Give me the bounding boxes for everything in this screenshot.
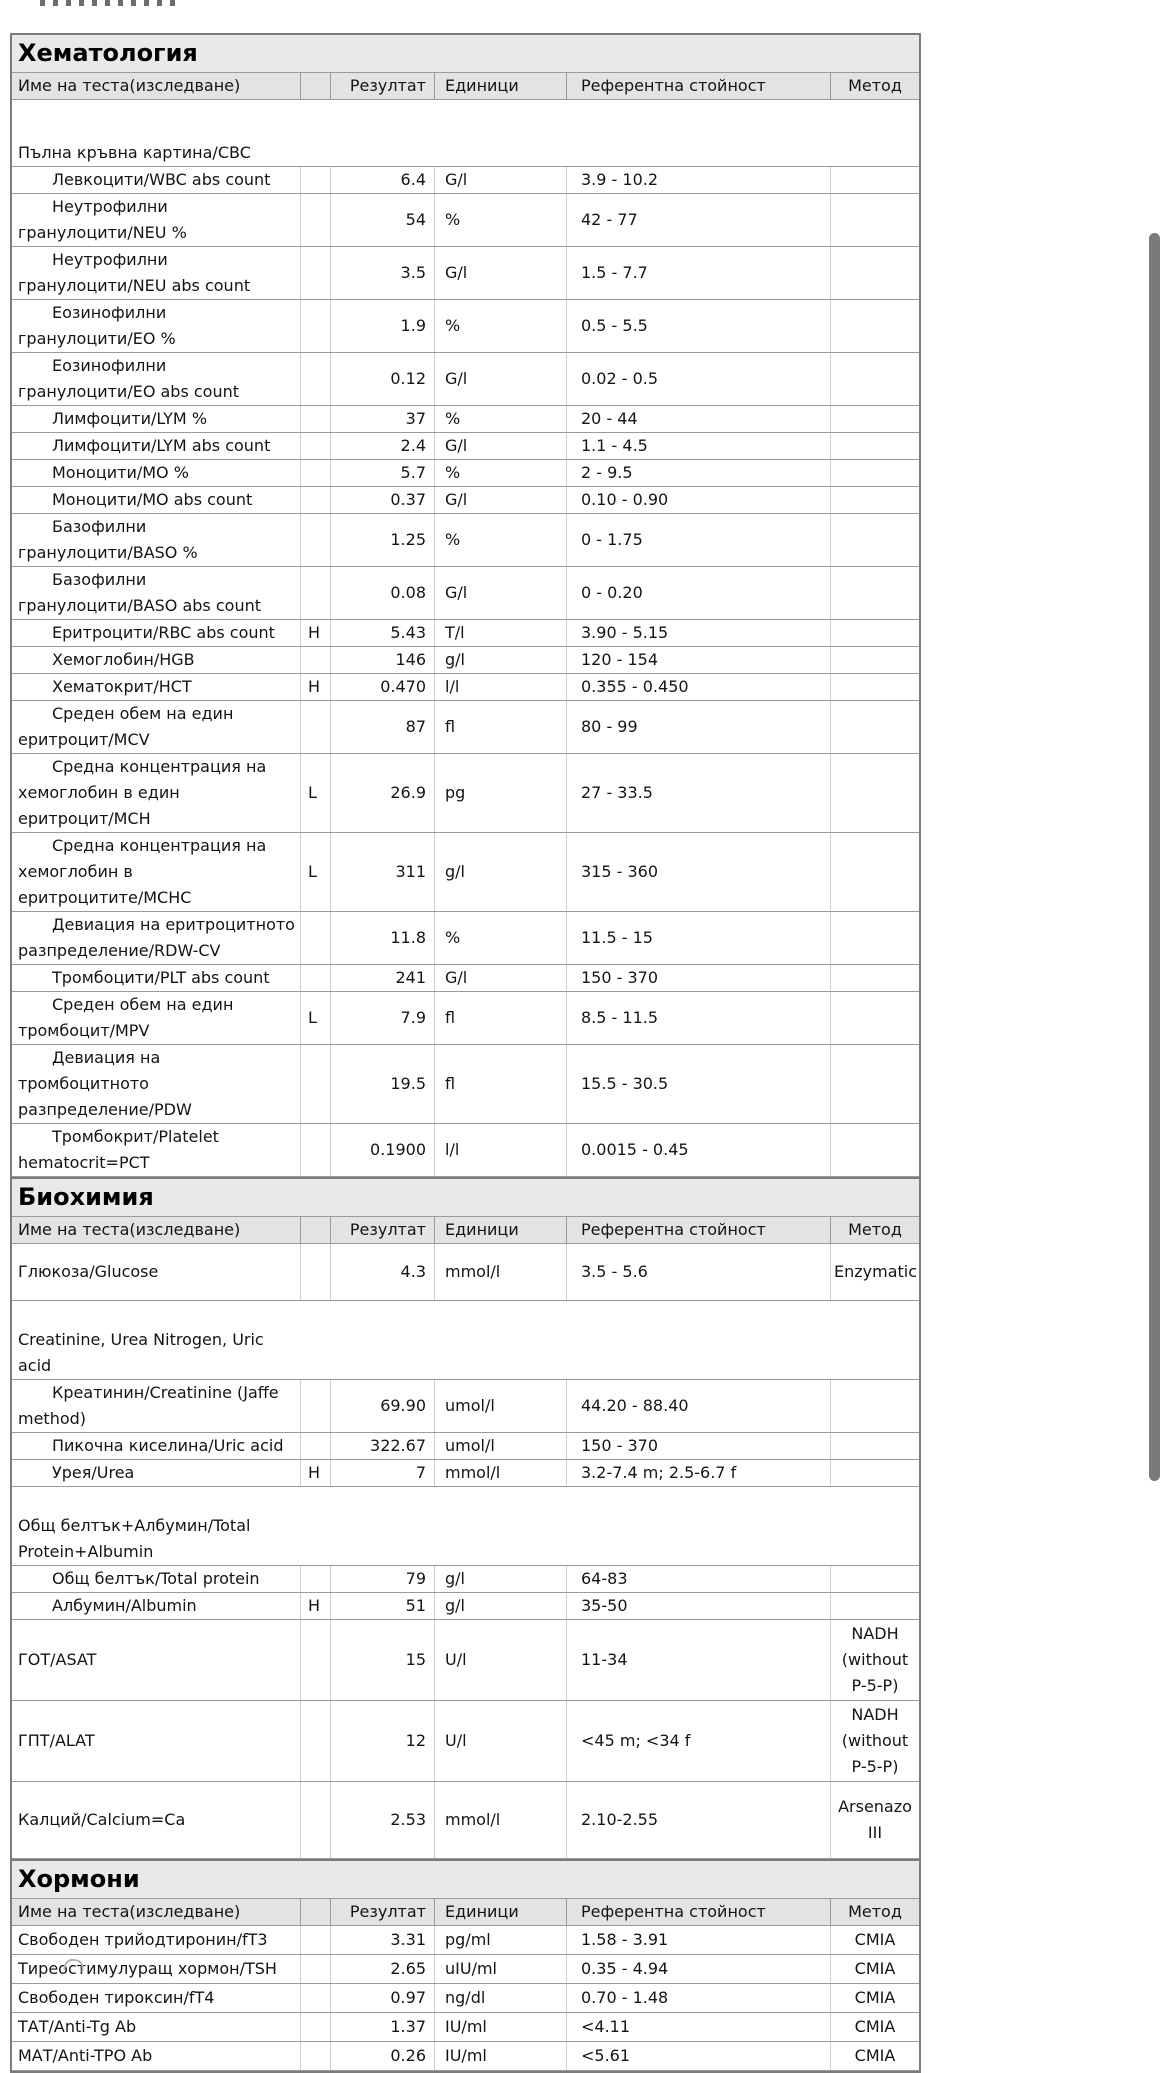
units-cell: uIU/ml [434,1955,566,1983]
flag-cell [300,167,330,193]
reference-range-cell: 150 - 370 [566,965,830,991]
table-row [12,1926,919,1955]
column-header-reference: Референтна стойност [566,1899,830,1925]
flag-cell [300,1701,330,1781]
method-cell [830,647,919,673]
table-row [12,620,919,647]
method-cell [830,194,919,246]
report-section [12,1859,919,2071]
section-rows [12,1926,919,2071]
test-name-cell: Среден обем на един тромбоцит/MPV [18,995,234,1040]
flag-cell [300,247,330,299]
test-name-cell: Свободен трийодтиронин/fT3 [18,1930,268,1949]
test-name-cell: Еозинофилни гранулоцити/EO % [18,303,176,348]
reference-range-cell: <4.11 [566,2013,830,2041]
method-cell [830,487,919,513]
result-cell: 11.8 [330,912,434,964]
test-name-cell: Урея/Urea [52,1463,135,1482]
result-cell: 3.31 [330,1926,434,1954]
column-header-row [12,1217,919,1244]
reference-range-cell: 0.70 - 1.48 [566,1984,830,2012]
method-cell [830,754,919,832]
result-cell: 3.5 [330,247,434,299]
units-cell: % [434,194,566,246]
units-cell: T/l [434,620,566,646]
table-row [12,1433,919,1460]
table-row [12,1487,919,1566]
method-cell: NADH (without P-5-P) [830,1701,919,1781]
units-cell: G/l [434,433,566,459]
units-cell: G/l [434,247,566,299]
reference-range-cell: 2 - 9.5 [566,460,830,486]
test-name-cell: Пикочна киселина/Uric acid [52,1436,284,1455]
result-cell: 37 [330,406,434,432]
reference-range-cell: 20 - 44 [566,406,830,432]
reference-range-cell: <45 m; <34 f [566,1701,830,1781]
reference-range-cell: 3.2-7.4 m; 2.5-6.7 f [566,1460,830,1486]
reference-range-cell: 0.5 - 5.5 [566,300,830,352]
result-cell: 4.3 [330,1244,434,1300]
result-cell: 0.08 [330,567,434,619]
method-cell: CMIA [830,1955,919,1983]
test-name-cell: Еритроцити/RBC abs count [52,623,275,642]
table-row [12,1045,919,1124]
table-row [12,2013,919,2042]
table-row [12,1620,919,1701]
section-title: Биохимия [12,1179,919,1217]
result-cell: 0.1900 [330,1124,434,1176]
reference-range-cell: 44.20 - 88.40 [566,1380,830,1432]
test-name-cell: Средна концентрация на хемоглобин в еритроцитите/MCHC [18,836,267,907]
flag-cell [300,912,330,964]
reference-range-cell: 0.0015 - 0.45 [566,1124,830,1176]
units-cell: IU/ml [434,2042,566,2070]
result-cell: 322.67 [330,1433,434,1459]
test-name-cell: Еозинофилни гранулоцити/EO abs count [18,356,240,401]
reference-range-cell: 0.35 - 4.94 [566,1955,830,1983]
flag-cell [300,1984,330,2012]
test-name-cell: Тиреостимулуращ хормон/TSH [18,1959,277,1978]
table-row [12,1566,919,1593]
reference-range-cell: 1.5 - 7.7 [566,247,830,299]
method-cell [830,1566,919,1592]
column-header-row [12,1899,919,1926]
reference-range-cell: 27 - 33.5 [566,754,830,832]
reference-range-cell: 0 - 1.75 [566,514,830,566]
report [10,33,921,2073]
result-cell: 69.90 [330,1380,434,1432]
method-cell [830,674,919,700]
units-cell: mmol/l [434,1244,566,1300]
test-name-cell: Пълна кръвна картина/CBC [18,143,251,162]
test-name-cell: Базофилни гранулоцити/BASO abs count [18,570,261,615]
column-header-units: Единици [434,73,566,99]
column-header-method: Метод [830,1217,919,1243]
units-cell: ng/dl [434,1984,566,2012]
units-cell: fl [434,701,566,753]
result-cell: 0.470 [330,674,434,700]
method-cell [830,992,919,1044]
section-rows [12,100,919,1177]
test-name-cell: Девиация на тромбоцитното разпределение/PDW [18,1048,192,1119]
method-cell [830,833,919,911]
reference-range-cell: 15.5 - 30.5 [566,1045,830,1123]
test-name-cell: Лимфоцити/LYM % [52,409,208,428]
flag-cell [300,701,330,753]
table-row [12,992,919,1045]
reference-range-cell: 0 - 0.20 [566,567,830,619]
method-cell [830,167,919,193]
result-cell: 311 [330,833,434,911]
method-cell [830,514,919,566]
method-cell [830,353,919,405]
test-name-cell: Общ белтък/Total protein [52,1569,260,1588]
units-cell: % [434,300,566,352]
table-row [12,912,919,965]
method-cell [830,1593,919,1619]
units-cell: g/l [434,1593,566,1619]
table-row [12,1124,919,1177]
reference-range-cell: 3.9 - 10.2 [566,167,830,193]
column-header-result: Резултат [330,1217,434,1243]
flag-cell: H [300,674,330,700]
table-row [12,1301,919,1380]
column-header-result: Резултат [330,73,434,99]
column-header-row [12,73,919,100]
method-cell [830,1433,919,1459]
reference-range-cell: 150 - 370 [566,1433,830,1459]
flag-cell: H [300,620,330,646]
method-cell [830,965,919,991]
test-name-cell: Калций/Calcium=Ca [18,1810,186,1829]
reference-range-cell: 2.10-2.55 [566,1782,830,1858]
table-row [12,433,919,460]
table-row [12,1955,919,1984]
table-row [12,353,919,406]
result-cell: 0.97 [330,1984,434,2012]
test-name-cell: ГОТ/ASAT [18,1650,97,1669]
flag-cell [300,1566,330,1592]
test-name-cell: Неутрофилни гранулоцити/NEU abs count [18,250,251,295]
reference-range-cell: 0.355 - 0.450 [566,674,830,700]
reference-range-cell: 1.1 - 4.5 [566,433,830,459]
units-cell: l/l [434,674,566,700]
units-cell: G/l [434,167,566,193]
flag-cell [300,567,330,619]
flag-cell [300,194,330,246]
units-cell: mmol/l [434,1460,566,1486]
units-cell: % [434,514,566,566]
result-cell: 12 [330,1701,434,1781]
table-row [12,1701,919,1782]
reference-range-cell: 0.10 - 0.90 [566,487,830,513]
method-cell [830,300,919,352]
test-name-cell: Свободен тироксин/fT4 [18,1988,215,2007]
table-row [12,247,919,300]
reference-range-cell: 8.5 - 11.5 [566,992,830,1044]
units-cell: umol/l [434,1433,566,1459]
test-name-cell: Лимфоцити/LYM abs count [52,436,271,455]
test-name-cell: Моноцити/MO abs count [52,490,253,509]
column-header-name: Име на теста(изследване) [18,76,241,95]
column-header-name: Име на теста(изследване) [18,1902,241,1921]
result-cell: 51 [330,1593,434,1619]
result-cell: 0.26 [330,2042,434,2070]
section-title: Хормони [12,1861,919,1899]
units-cell: G/l [434,487,566,513]
flag-cell [300,1124,330,1176]
test-name-cell: Тромбокрит/Platelet hematocrit=PCT [18,1127,219,1172]
result-cell: 241 [330,965,434,991]
test-name-cell: Левкоцити/WBC abs count [52,170,271,189]
units-cell: U/l [434,1701,566,1781]
flag-cell [300,2013,330,2041]
result-cell: 6.4 [330,167,434,193]
scrollbar-thumb[interactable] [1149,233,1160,1481]
units-cell: pg [434,754,566,832]
flag-cell: L [300,833,330,911]
test-name-cell: МАТ/Anti-TPO Ab [18,2046,153,2065]
result-cell: 0.12 [330,353,434,405]
test-name-cell: Creatinine, Urea Nitrogen, Uric acid [18,1330,264,1375]
flag-cell [300,353,330,405]
units-cell: % [434,460,566,486]
result-cell: 7 [330,1460,434,1486]
table-row [12,1380,919,1433]
table-row [12,460,919,487]
column-header-result: Резултат [330,1899,434,1925]
units-cell: fl [434,992,566,1044]
units-cell: G/l [434,965,566,991]
column-header-method: Метод [830,73,919,99]
method-cell: CMIA [830,1984,919,2012]
method-cell: Arsenazo III [830,1782,919,1858]
section-title: Хематология [12,35,919,73]
flag-cell [300,2042,330,2070]
test-name-cell: Девиация на еритроцитното разпределение/RDW-CV [18,915,295,960]
method-cell: Enzymatic [830,1244,920,1300]
reference-range-cell: 35-50 [566,1593,830,1619]
flag-cell [300,1926,330,1954]
flag-cell [300,647,330,673]
table-row [12,300,919,353]
units-cell: % [434,912,566,964]
column-header-reference: Референтна стойност [566,1217,830,1243]
reference-range-cell: <5.61 [566,2042,830,2070]
result-cell: 19.5 [330,1045,434,1123]
units-cell: IU/ml [434,2013,566,2041]
units-cell: g/l [434,833,566,911]
reference-range-cell: 64-83 [566,1566,830,1592]
table-row [12,647,919,674]
flag-cell: H [300,1593,330,1619]
result-cell: 5.7 [330,460,434,486]
result-cell: 2.65 [330,1955,434,1983]
reference-range-cell: 11-34 [566,1620,830,1700]
method-cell [830,1460,919,1486]
reference-range-cell: 3.90 - 5.15 [566,620,830,646]
column-header-units: Единици [434,1899,566,1925]
column-header-method: Метод [830,1899,919,1925]
table-row [12,754,919,833]
flag-cell: H [300,1460,330,1486]
method-cell: CMIA [830,2013,919,2041]
table-row [12,674,919,701]
method-cell [830,1380,919,1432]
table-row [12,100,919,167]
result-cell: 146 [330,647,434,673]
units-cell: G/l [434,567,566,619]
result-cell: 15 [330,1620,434,1700]
table-row [12,1460,919,1487]
column-header-reference: Референтна стойност [566,73,830,99]
test-name-cell: Общ белтък+Албумин/Total Protein+Albumin [18,1516,251,1561]
table-row [12,167,919,194]
result-cell: 26.9 [330,754,434,832]
table-row [12,701,919,754]
method-cell [830,620,919,646]
table-row [12,965,919,992]
table-row [12,833,919,912]
flag-cell [300,1045,330,1123]
result-cell: 2.53 [330,1782,434,1858]
flag-cell [300,487,330,513]
method-cell [830,433,919,459]
table-row [12,1984,919,2013]
method-cell [830,567,919,619]
method-cell: NADH (without P-5-P) [830,1620,919,1700]
result-cell: 2.4 [330,433,434,459]
reference-range-cell: 42 - 77 [566,194,830,246]
result-cell: 87 [330,701,434,753]
column-header-flag [300,1899,330,1925]
reference-range-cell: 80 - 99 [566,701,830,753]
method-cell [830,1124,919,1176]
table-row [12,1593,919,1620]
flag-cell: L [300,754,330,832]
test-name-cell: Албумин/Albumin [52,1596,197,1615]
test-name-cell: Глюкоза/Glucose [18,1262,159,1281]
method-cell [830,460,919,486]
test-name-cell: Креатинин/Creatinine (Jaffe method) [18,1383,279,1428]
units-cell: % [434,406,566,432]
units-cell: mmol/l [434,1782,566,1858]
units-cell: l/l [434,1124,566,1176]
test-name-cell: Базофилни гранулоцити/BASO % [18,517,198,562]
column-header-units: Единици [434,1217,566,1243]
report-section [12,1177,919,1859]
result-cell: 1.9 [330,300,434,352]
column-header-flag [300,1217,330,1243]
units-cell: pg/ml [434,1926,566,1954]
flag-cell [300,300,330,352]
reference-range-cell: 11.5 - 15 [566,912,830,964]
reference-range-cell: 315 - 360 [566,833,830,911]
reference-range-cell: 0.02 - 0.5 [566,353,830,405]
flag-cell [300,1433,330,1459]
flag-cell [300,1782,330,1858]
test-name-cell: Среден обем на един еритроцит/MCV [18,704,234,749]
flag-cell [300,433,330,459]
result-cell: 1.25 [330,514,434,566]
column-header-flag [300,73,330,99]
column-header-name: Име на теста(изследване) [18,1220,241,1239]
test-name-cell: ГПТ/ALAT [18,1731,95,1750]
method-cell [830,406,919,432]
reference-range-cell: 3.5 - 5.6 [566,1244,830,1300]
result-cell: 79 [330,1566,434,1592]
units-cell: U/l [434,1620,566,1700]
method-cell [830,912,919,964]
test-name-cell: Неутрофилни гранулоцити/NEU % [18,197,187,242]
report-section [12,35,919,1177]
units-cell: G/l [434,353,566,405]
flag-cell: L [300,992,330,1044]
result-cell: 7.9 [330,992,434,1044]
flag-cell [300,460,330,486]
section-rows [12,1244,919,1859]
reference-range-cell: 1.58 - 3.91 [566,1926,830,1954]
method-cell [830,1045,919,1123]
reference-range-cell: 120 - 154 [566,647,830,673]
clipped-text-fragment [40,0,178,6]
flag-cell [300,1620,330,1700]
flag-cell [300,514,330,566]
flag-cell [300,965,330,991]
units-cell: g/l [434,1566,566,1592]
test-name-cell: Моноцити/MO % [52,463,189,482]
units-cell: g/l [434,647,566,673]
result-cell: 54 [330,194,434,246]
flag-cell [300,1380,330,1432]
test-name-cell: Хематокрит/HCT [52,677,192,696]
test-name-cell: Хемоглобин/HGB [52,650,195,669]
table-row [12,487,919,514]
method-cell: CMIA [830,1926,919,1954]
flag-cell [300,1955,330,1983]
table-row [12,1244,919,1301]
result-cell: 1.37 [330,2013,434,2041]
method-cell: CMIA [830,2042,919,2070]
table-row [12,567,919,620]
method-cell [830,701,919,753]
table-row [12,1782,919,1859]
table-row [12,406,919,433]
table-row [12,514,919,567]
method-cell [830,247,919,299]
result-cell: 0.37 [330,487,434,513]
flag-cell [300,406,330,432]
table-row [12,194,919,247]
test-name-cell: ТАТ/Anti-Tg Ab [18,2017,137,2036]
test-name-cell: Средна концентрация на хемоглобин в един еритроцит/MCH [18,757,267,828]
units-cell: fl [434,1045,566,1123]
table-row [12,2042,919,2071]
flag-cell [300,1244,330,1300]
result-cell: 5.43 [330,620,434,646]
units-cell: umol/l [434,1380,566,1432]
test-name-cell: Тромбоцити/PLT abs count [52,968,270,987]
